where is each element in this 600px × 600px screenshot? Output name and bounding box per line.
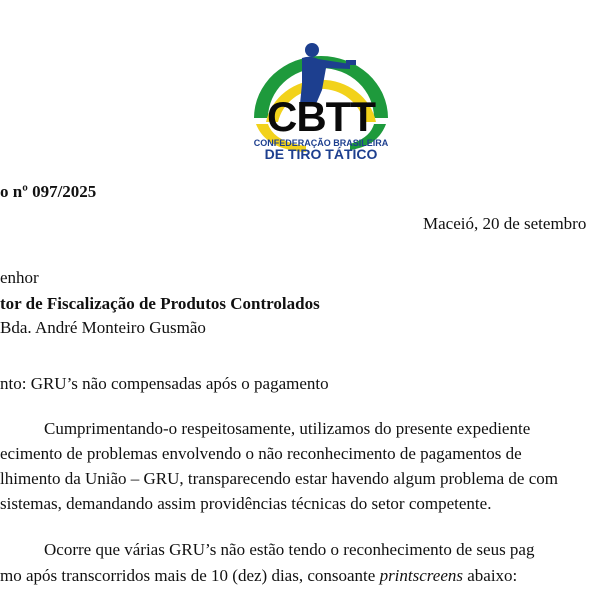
paragraph1-line3: lhimento da União – GRU, transparecendo estar havendo algum problema de com [0,469,558,488]
paragraph1-line4: sistemas, demandando assim providências técnicas do setor competente. [0,494,492,513]
paragraph2-line2-end: abaixo: [462,566,518,585]
logo-abbreviation: CBTT [267,93,375,140]
paragraph2-line1: Ocorre que várias GRU’s não estão tendo o reconhecimento de seus pag [44,540,535,559]
subject-line: nto: GRU’s não compensadas após o pagamento [0,374,329,393]
paragraph2-line2-text: mo após transcorridos mais de 10 (dez) dias, consoante [0,566,380,585]
recipient-name: Bda. André Monteiro Gusmão [0,318,206,337]
cbtt-logo [246,38,396,162]
logo-subtitle-line1: CONFEDERAÇÃO BRASILEIRA [253,138,389,148]
paragraph1-line1: Cumprimentando-o respeitosamente, utilizamos do presente expediente [44,419,531,438]
recipient-title: tor de Fiscalização de Produtos Controlados [0,294,320,313]
place-date: Maceió, 20 de setembro [423,214,587,233]
printscreens-word: printscreens [379,566,463,585]
paragraph2-line2 [0,566,517,586]
letter-number: o nº 097/2025 [0,182,97,201]
salutation: enhor [0,268,39,287]
logo-subtitle-line2: DE TIRO TÁTICO [264,146,378,162]
paragraph1-line2: ecimento de problemas envolvendo o não reconhecimento de pagamentos de [0,444,522,463]
